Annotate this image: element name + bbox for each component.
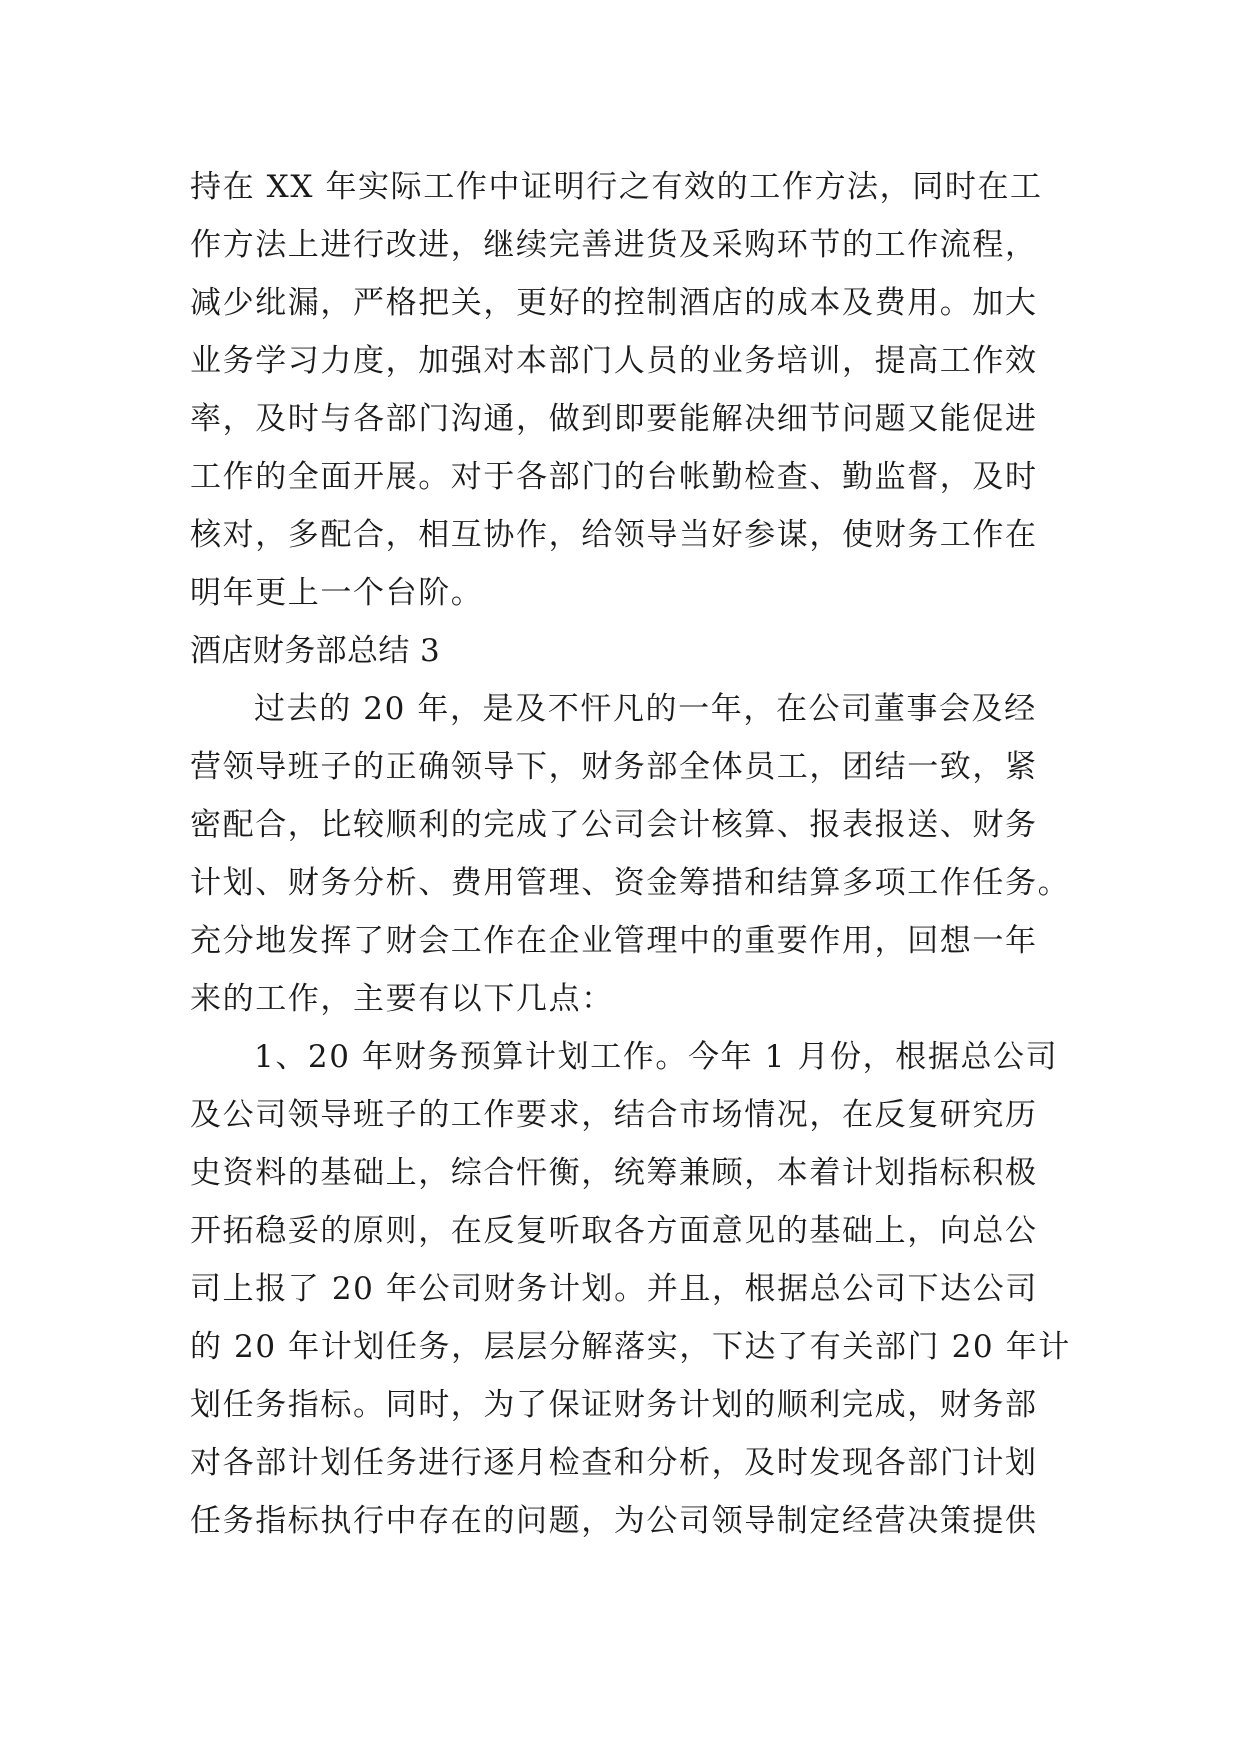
text-line: 任务指标执行中存在的问题，为公司领导制定经营决策提供 bbox=[190, 1503, 1038, 1539]
text-line: 密配合，比较顺利的完成了公司会计核算、报表报送、财务 bbox=[190, 807, 1038, 843]
text-line: 史资料的基础上，综合忓衡，统筹兼顾，本着计划指标积极 bbox=[190, 1155, 1038, 1191]
text-line: 明年更上一个台阶。 bbox=[190, 575, 484, 611]
text-line: 工作的全面开展。对于各部门的台帐勤检查、勤监督，及时 bbox=[190, 459, 1038, 495]
section-title: 酒店财务部总结 3 bbox=[190, 633, 441, 669]
text-line: 率，及时与各部门沟通，做到即要能解决细节问题又能促进 bbox=[190, 401, 1038, 437]
text-line: 核对，多配合，相互协作，给领导当好参谋，使财务工作在 bbox=[190, 517, 1038, 553]
text-line: 营领导班子的正确领导下，财务部全体员工，团结一致，紧 bbox=[190, 749, 1038, 785]
text-line: 业务学习力度，加强对本部门人员的业务培训，提高工作效 bbox=[190, 343, 1038, 379]
text-line: 及公司领导班子的工作要求，结合市场情况，在反复研究历 bbox=[190, 1097, 1038, 1133]
text-line: 持在 XX 年实际工作中证明行之有效的工作方法，同时在工 bbox=[190, 169, 1043, 205]
text-line: 计划、财务分析、费用管理、资金筹措和结算多项工作任务。 bbox=[190, 865, 1071, 901]
text-line: 充分地发挥了财会工作在企业管理中的重要作用，回想一年 bbox=[190, 923, 1038, 959]
paragraph-item-1 bbox=[190, 1028, 1071, 1550]
paragraph-intro bbox=[190, 680, 1071, 1028]
text-line: 过去的 20 年，是及不忓凡的一年，在公司董事会及经 bbox=[254, 691, 1037, 727]
text-line: 划任务指标。同时，为了保证财务计划的顺利完成，财务部 bbox=[190, 1387, 1038, 1423]
text-line: 减少纰漏，严格把关，更好的控制酒店的成本及费用。加大 bbox=[190, 285, 1038, 321]
text-line: 1、20 年财务预算计划工作。今年 1 月份，根据总公司 bbox=[254, 1039, 1059, 1075]
text-line: 的 20 年计划任务，层层分解落实，下达了有关部门 20 年计 bbox=[190, 1329, 1071, 1365]
text-line: 司上报了 20 年公司财务计划。并且，根据总公司下达公司 bbox=[190, 1271, 1038, 1307]
text-line: 开拓稳妥的原则，在反复听取各方面意见的基础上，向总公 bbox=[190, 1213, 1038, 1249]
text-line: 作方法上进行改进，继续完善进货及采购环节的工作流程， bbox=[190, 227, 1038, 263]
document-body bbox=[190, 158, 1071, 1550]
text-line: 来的工作，主要有以下几点： bbox=[190, 981, 614, 1017]
paragraph-continued bbox=[190, 158, 1050, 622]
text-line: 对各部计划任务进行逐月检查和分析，及时发现各部门计划 bbox=[190, 1445, 1038, 1481]
